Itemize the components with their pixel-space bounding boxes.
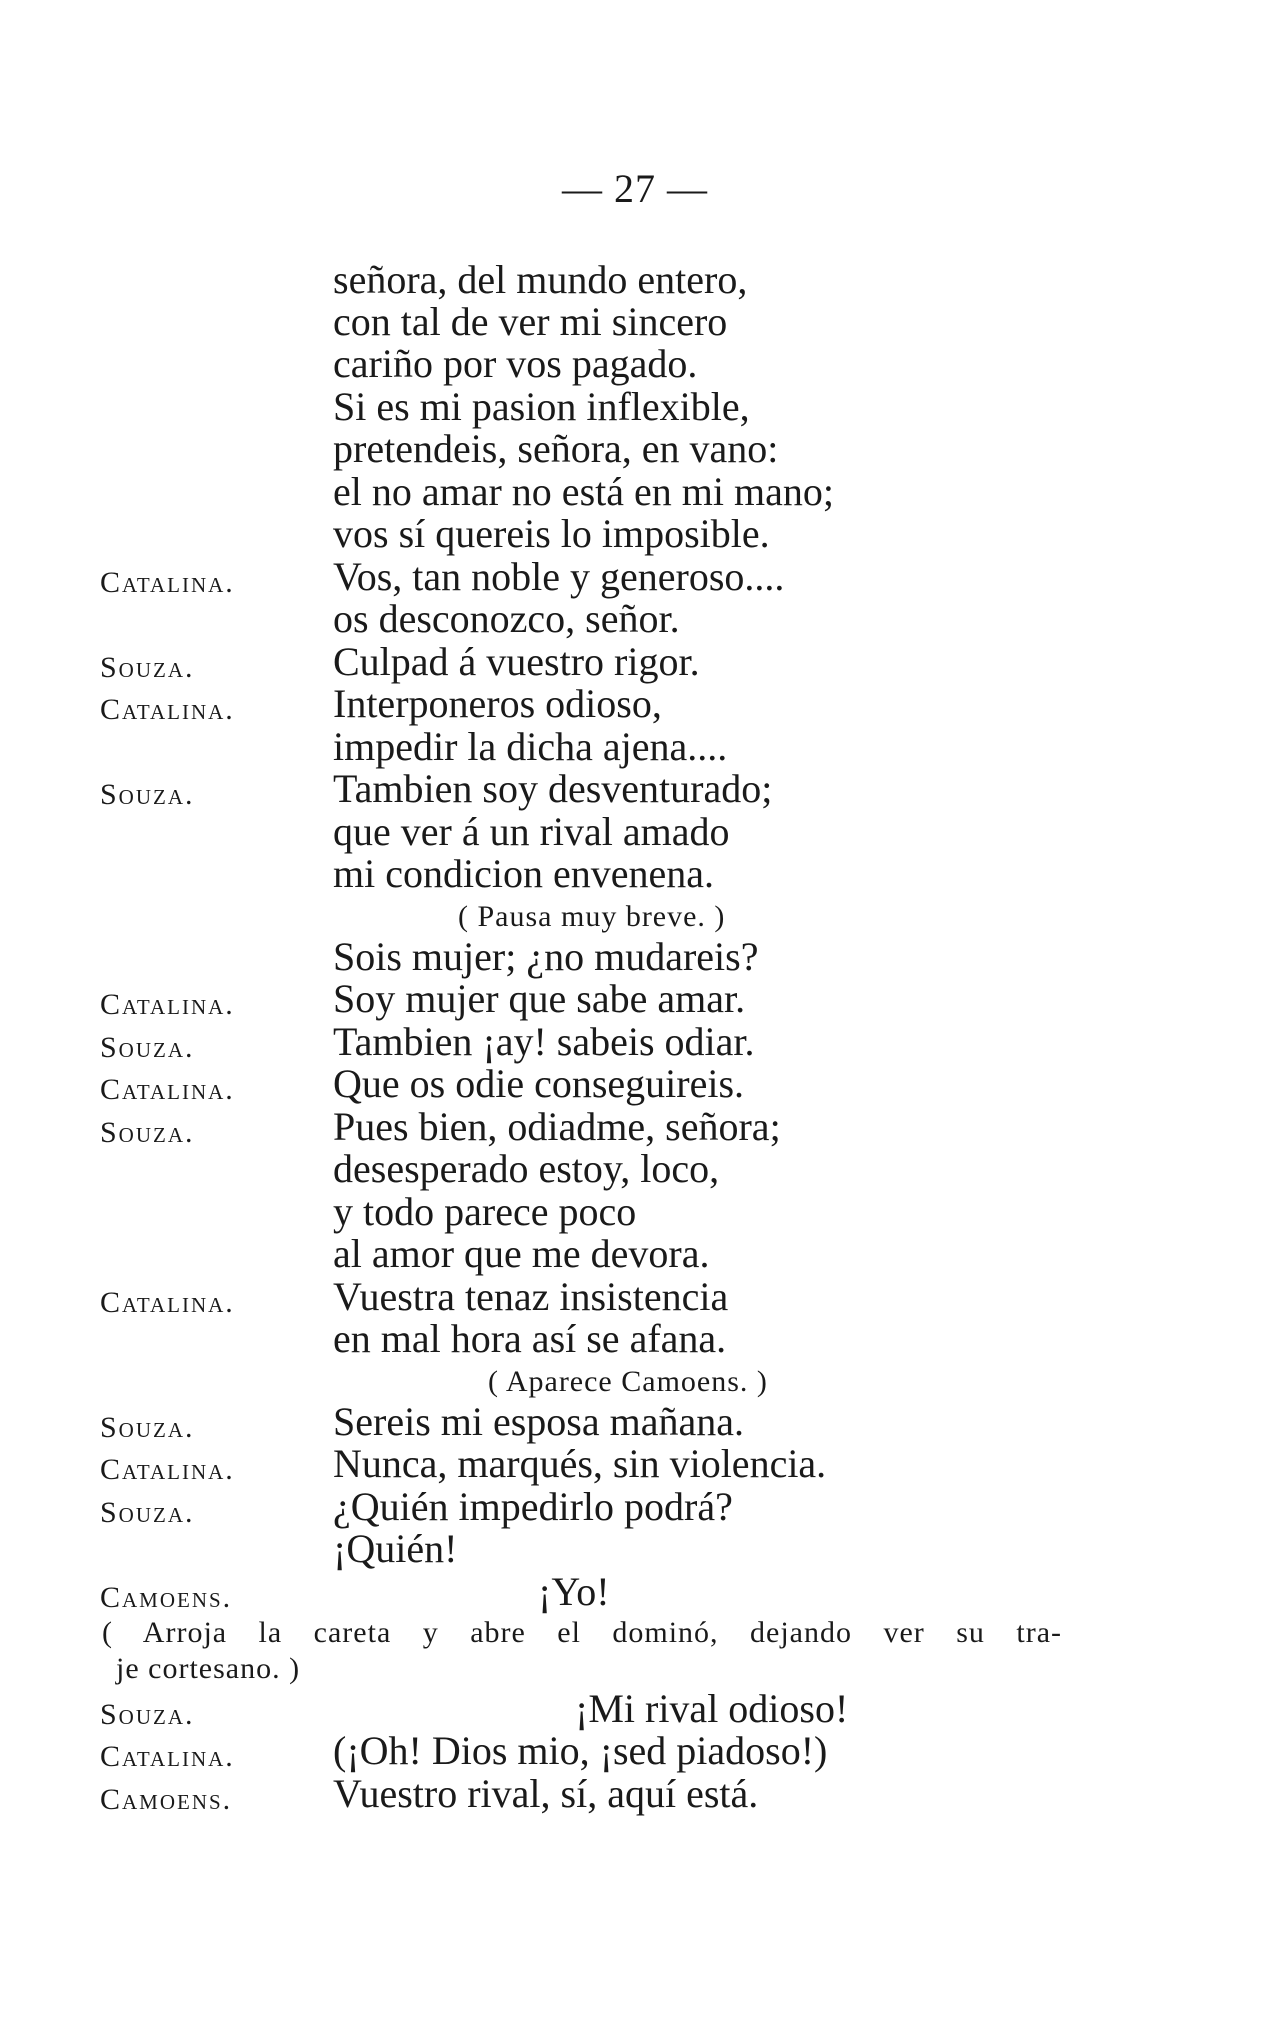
speaker-name: Catalina.: [100, 566, 235, 599]
verse-line: [0, 1232, 1270, 1276]
dialogue-line: [0, 1570, 1270, 1614]
verse-line: [0, 258, 1270, 302]
verse-line: [0, 810, 1270, 854]
verse-text: vos sí quereis lo imposible.: [333, 511, 770, 556]
verse-text: con tal de ver mi sincero: [333, 299, 728, 344]
verse-text: ¡Yo!: [538, 1569, 610, 1614]
verse-text: Que os odie conseguireis.: [333, 1061, 745, 1106]
verse-line: [0, 342, 1270, 386]
speaker-name: Catalina.: [100, 693, 235, 726]
verse-text: Pues bien, odiadme, señora;: [333, 1104, 781, 1149]
verse-text: mi condicion envenena.: [333, 851, 714, 896]
verse-text: que ver á un rival amado: [333, 809, 730, 854]
speaker-name: Souza.: [100, 778, 195, 811]
verse-line: [0, 725, 1270, 769]
stage-direction: [0, 1647, 1270, 1691]
speaker-name: Souza.: [100, 1031, 195, 1064]
verse-text: ¿Quién impedirlo podrá?: [333, 1484, 733, 1529]
verse-text: al amor que me devora.: [333, 1231, 710, 1276]
dialogue-line: [0, 1400, 1270, 1444]
verse-text: Sois mujer; ¿no mudareis?: [333, 934, 759, 979]
verse-text: señora, del mundo entero,: [333, 257, 748, 302]
dialogue-line: [0, 1105, 1270, 1149]
verse-line: [0, 300, 1270, 344]
verse-line: [0, 935, 1270, 979]
verse-line: [0, 385, 1270, 429]
verse-text: Tambien soy desventurado;: [333, 766, 773, 811]
verse-text: en mal hora así se afana.: [333, 1316, 727, 1361]
verse-line: [0, 1527, 1270, 1571]
stage-direction-text: je cortesano. ): [116, 1652, 301, 1685]
dialogue-line: [0, 555, 1270, 599]
verse-line: [0, 1190, 1270, 1234]
verse-text: Sereis mi esposa mañana.: [333, 1399, 744, 1444]
verse-line: [0, 852, 1270, 896]
verse-text: cariño por vos pagado.: [333, 341, 698, 386]
verse-line: [0, 1147, 1270, 1191]
speaker-name: Catalina.: [100, 1740, 235, 1773]
page-number: — 27 —: [562, 166, 708, 211]
dialogue-line: [0, 977, 1270, 1021]
dialogue-line: [0, 1485, 1270, 1529]
dialogue-line: [0, 1442, 1270, 1486]
speaker-name: Souza.: [100, 651, 195, 684]
dialogue-line: [0, 1687, 1270, 1731]
verse-text: Si es mi pasion inflexible,: [333, 384, 750, 429]
verse-text: el no amar no está en mi mano;: [333, 469, 834, 514]
dialogue-line: [0, 1729, 1270, 1773]
verse-text: Vuestra tenaz insistencia: [333, 1274, 729, 1319]
verse-text: Soy mujer que sabe amar.: [333, 976, 746, 1021]
speaker-name: Catalina.: [100, 1286, 235, 1319]
stage-direction-text: ( Arroja la careta y abre el dominó, dejando ver su tra-: [102, 1616, 1062, 1649]
dialogue-line: [0, 1062, 1270, 1106]
speaker-name: Catalina.: [100, 1073, 235, 1106]
stage-direction: [0, 895, 1270, 939]
verse-text: Tambien ¡ay! sabeis odiar.: [333, 1019, 755, 1064]
verse-line: [0, 470, 1270, 514]
verse-text: (¡Oh! Dios mio, ¡sed piadoso!): [333, 1728, 828, 1773]
verse-line: [0, 1317, 1270, 1361]
speaker-name: Souza.: [100, 1411, 195, 1444]
dialogue-line: [0, 1275, 1270, 1319]
stage-direction: [0, 1360, 1270, 1404]
speaker-name: Catalina.: [100, 1453, 235, 1486]
speaker-name: Souza.: [100, 1698, 195, 1731]
verse-text: desesperado estoy, loco,: [333, 1146, 720, 1191]
verse-text: Vuestro rival, sí, aquí está.: [333, 1771, 759, 1816]
dialogue-line: [0, 1772, 1270, 1816]
speaker-name: Camoens.: [100, 1783, 233, 1816]
verse-text: Culpad á vuestro rigor.: [333, 639, 700, 684]
stage-direction-text: ( Aparece Camoens. ): [488, 1365, 768, 1398]
speaker-name: Camoens.: [100, 1581, 233, 1614]
dialogue-line: [0, 1020, 1270, 1064]
verse-text: os desconozco, señor.: [333, 596, 680, 641]
verse-text: impedir la dicha ajena....: [333, 724, 728, 769]
stage-direction-text: ( Pausa muy breve. ): [458, 900, 726, 933]
dialogue-line: [0, 767, 1270, 811]
verse-line: [0, 427, 1270, 471]
dialogue-line: [0, 640, 1270, 684]
verse-text: Nunca, marqués, sin violencia.: [333, 1441, 827, 1486]
verse-text: y todo parece poco: [333, 1189, 637, 1234]
speaker-name: Souza.: [100, 1496, 195, 1529]
verse-text: Vos, tan noble y generoso....: [333, 554, 785, 599]
speaker-name: Souza.: [100, 1116, 195, 1149]
verse-line: [0, 597, 1270, 641]
verse-text: ¡Mi rival odioso!: [575, 1686, 849, 1731]
speaker-name: Catalina.: [100, 988, 235, 1021]
verse-text: pretendeis, señora, en vano:: [333, 426, 779, 471]
dialogue-line: [0, 682, 1270, 726]
verse-line: [0, 512, 1270, 556]
verse-text: ¡Quién!: [333, 1526, 458, 1571]
verse-text: Interponeros odioso,: [333, 681, 662, 726]
